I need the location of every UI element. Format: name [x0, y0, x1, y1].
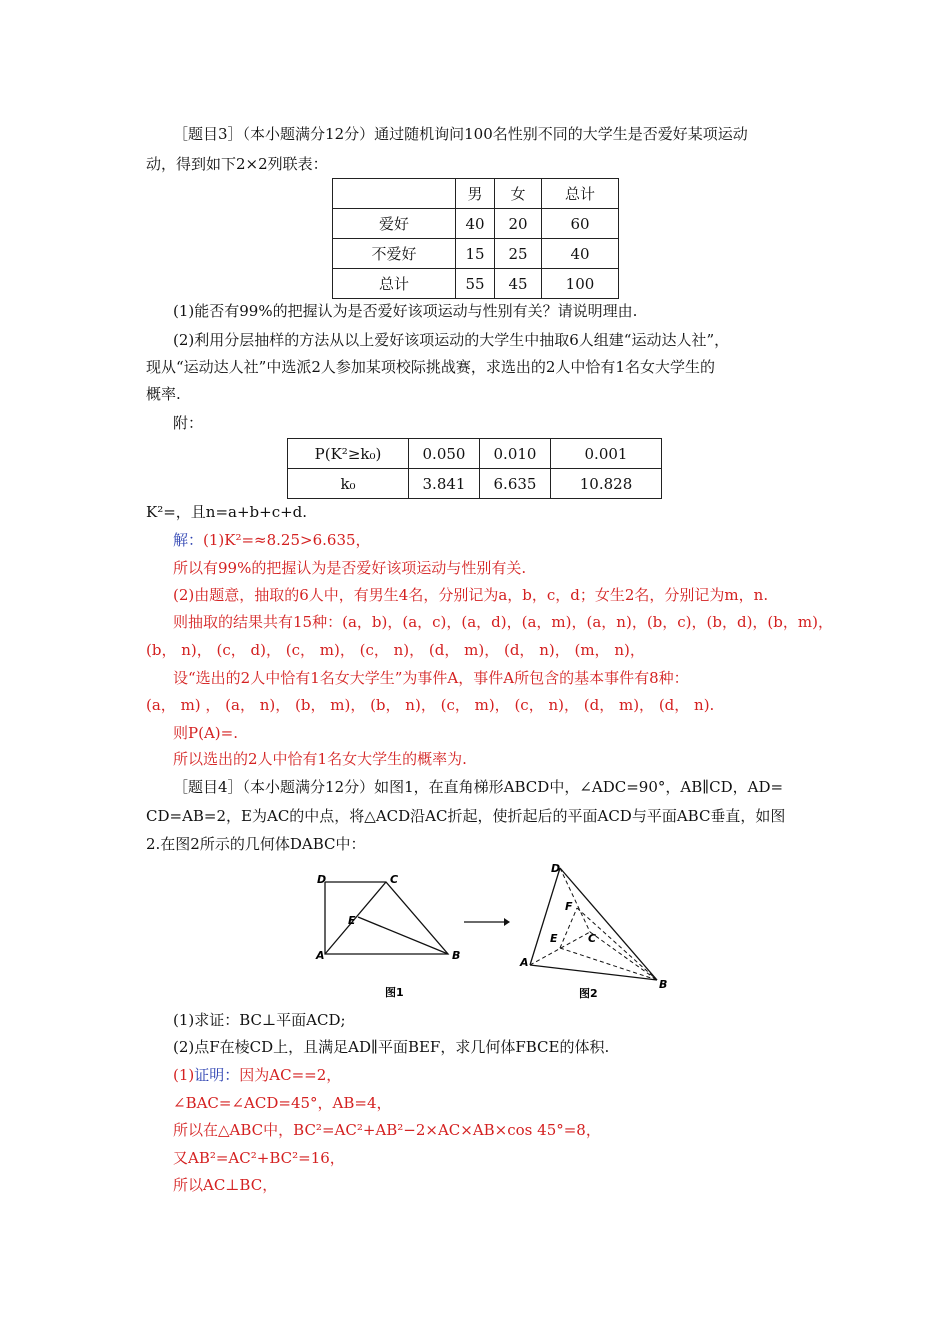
table-cell: 15	[456, 239, 495, 269]
problem3-intro-line1: ［题目3］（本小题满分12分）通过随机询问100名性别不同的大学生是否爱好某项运动	[173, 125, 748, 143]
solution-step1: (1)K²=≈8.25>6.635，	[203, 531, 371, 549]
label-f: F	[565, 900, 573, 913]
solution-line9: 所以选出的2人中恰有1名女大学生的概率为.	[173, 750, 467, 768]
label-c: C	[588, 932, 597, 945]
chi-square-formula: K²=，且n=a+b+c+d.	[146, 503, 308, 521]
solution-line1	[173, 530, 371, 550]
solution-line3: (2)由题意，抽取的6人中，有男生4名，分别记为a，b，c，d；女生2名，分别记为m，n.	[173, 586, 769, 604]
problem4-question1: (1)求证：BC⊥平面ACD;	[173, 1011, 346, 1029]
table-cell	[333, 179, 456, 209]
arrow-icon	[462, 915, 510, 929]
problem4-intro-line1: ［题目4］（本小题满分12分）如图1，在直角梯形ABCD中，∠ADC=90°，AB∥CD，AD=	[173, 778, 784, 796]
problem3-intro-line2: 动，得到如下2×2列联表：	[146, 155, 328, 173]
solution-label: 解：	[173, 531, 204, 549]
table-cell: 60	[542, 209, 619, 239]
segment-eb	[358, 917, 448, 954]
proof-step1: 因为AC==2，	[239, 1066, 342, 1084]
problem4-intro-line2: CD=AB=2，E为AC的中点，将△ACD沿AC折起，使折起后的平面ACD与平面ABC垂直，如图	[146, 807, 786, 825]
problem4-intro-line3: 2.在图2所示的几何体DABC中：	[146, 835, 366, 853]
label-a: A	[316, 949, 325, 962]
proof-prefix: (1)	[173, 1066, 195, 1084]
proof-line1	[173, 1065, 341, 1085]
proof-line4: 又AB²=AC²+BC²=16，	[173, 1149, 345, 1167]
label-b: B	[452, 949, 461, 962]
table-cell: 25	[495, 239, 542, 269]
figure1-caption: 图1	[385, 986, 404, 999]
contingency-table	[332, 178, 619, 299]
label-a: A	[520, 956, 529, 969]
solution-line2: 所以有99%的把握认为是否爱好该项运动与性别有关.	[173, 559, 527, 577]
problem3-question1: (1)能否有99%的把握认为是否爱好该项运动与性别有关？请说明理由.	[173, 302, 638, 320]
table-cell: 0.001	[551, 439, 662, 469]
solution-line7: (a， m) ， (a， n)， (b， m)， (b， n)， (c， m)， (c， n)， (d， m)， (d， n).	[146, 696, 715, 714]
solution-line8: 则P(A)=.	[173, 724, 238, 742]
table-cell: 爱好	[333, 209, 456, 239]
proof-line3: 所以在△ABC中，BC²=AC²+AB²−2×AC×AB×cos 45°=8，	[173, 1121, 601, 1139]
solution-line6: 设“选出的2人中恰有1名女大学生”为事件A，事件A所包含的基本事件有8种：	[173, 669, 689, 687]
table-cell: 女	[495, 179, 542, 209]
trapezoid-outline	[325, 882, 448, 954]
problem3-question2-line3: 概率.	[146, 385, 181, 403]
table-cell: 0.010	[480, 439, 551, 469]
label-e: E	[348, 914, 356, 927]
table-cell: k₀	[288, 469, 409, 499]
proof-line2: ∠BAC=∠ACD=45°，AB=4，	[173, 1094, 392, 1112]
table-cell: 男	[456, 179, 495, 209]
label-e: E	[550, 932, 558, 945]
table-row	[333, 269, 619, 299]
table-row	[333, 239, 619, 269]
table-cell: 40	[542, 239, 619, 269]
table-cell: 40	[456, 209, 495, 239]
table-cell: 总计	[333, 269, 456, 299]
figure1-trapezoid-diagram	[310, 866, 480, 1006]
appendix-label: 附：	[173, 414, 204, 432]
table-cell: 45	[495, 269, 542, 299]
label-c: C	[390, 873, 399, 886]
edge-db	[560, 868, 657, 980]
label-d: D	[551, 862, 561, 875]
table-cell: 总计	[542, 179, 619, 209]
label-b: B	[659, 978, 668, 991]
figure2-solid-diagram	[515, 860, 675, 1010]
problem3-question2-line1: (2)利用分层抽样的方法从以上爱好该项运动的大学生中抽取6人组建“运动达人社”，	[173, 331, 730, 349]
segment-ef	[560, 908, 577, 948]
proof-line5: 所以AC⊥BC，	[173, 1176, 278, 1194]
critical-value-table	[287, 438, 662, 499]
table-row	[288, 469, 662, 499]
table-cell: 不爱好	[333, 239, 456, 269]
solution-line4: 则抽取的结果共有15种：(a，b)，(a，c)，(a，d)，(a，m)，(a，n)，(b，c)，(b，d)，(b，m)，	[173, 613, 833, 631]
table-header-row	[333, 179, 619, 209]
problem4-question2: (2)点F在棱CD上，且满足AD∥平面BEF，求几何体FBCE的体积.	[173, 1038, 610, 1056]
table-row	[333, 209, 619, 239]
edge-ab	[530, 965, 657, 980]
table-cell: 10.828	[551, 469, 662, 499]
table-cell: 0.050	[409, 439, 480, 469]
solution-line5: (b， n)， (c， d)， (c， m)， (c， n)， (d， m)， (d， n)， (m， n)，	[146, 641, 645, 659]
problem3-question2-line2: 现从“运动达人社”中选派2人参加某项校际挑战赛，求选出的2人中恰有1名女大学生的	[146, 358, 715, 376]
table-cell: 55	[456, 269, 495, 299]
table-cell: P(K²≥k₀)	[288, 439, 409, 469]
table-cell: 20	[495, 209, 542, 239]
table-row	[288, 439, 662, 469]
proof-label: 证明：	[194, 1066, 240, 1084]
figure2-caption: 图2	[579, 987, 598, 1000]
table-cell: 6.635	[480, 469, 551, 499]
label-d: D	[317, 873, 327, 886]
table-cell: 100	[542, 269, 619, 299]
table-cell: 3.841	[409, 469, 480, 499]
